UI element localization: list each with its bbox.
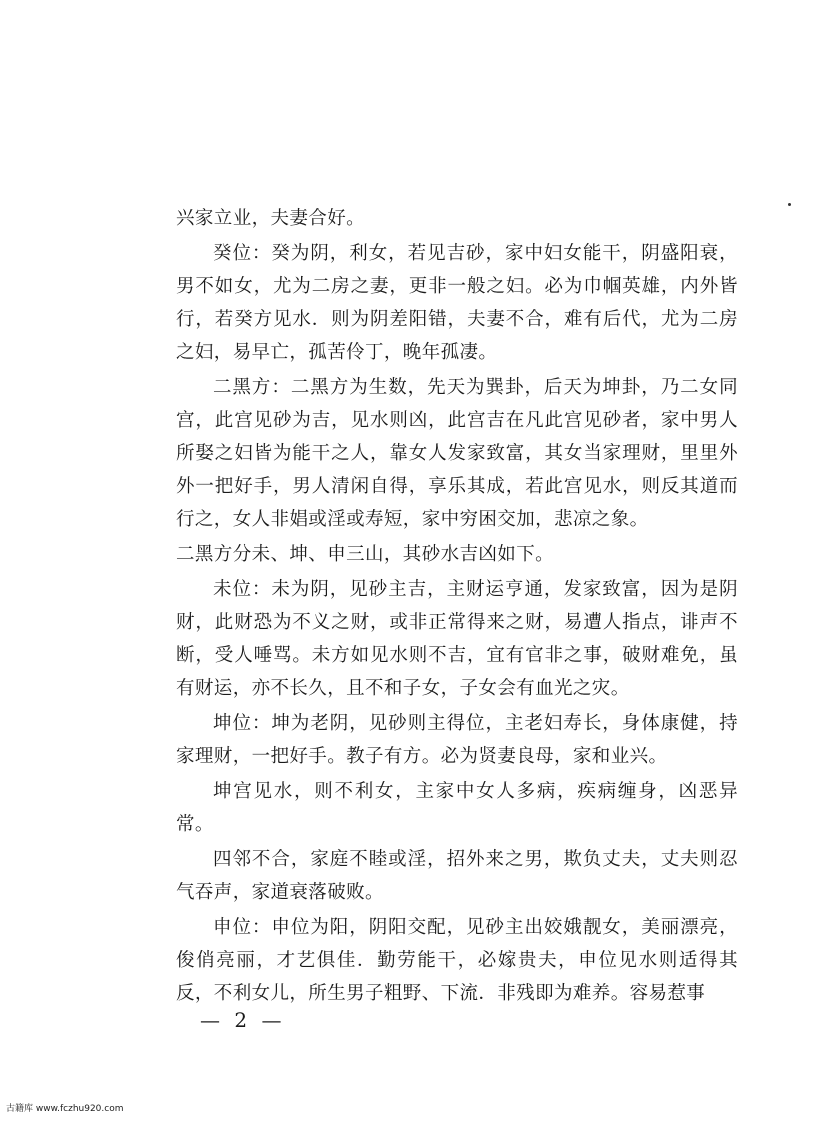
paragraph: 未位：未为阴，见砂主吉，主财运亨通，发家致富，因为是阴财，此财恐为不义之财，或非正常得来之财，易遭人指点，诽声不断，受人唾骂。未方如见水则不吉，宜有官非之事，破财难免，虽有财运，亦不长久，且不和子女，子女会有血光之灾。 [176,579,738,699]
paragraph: 二黑方分未、坤、申三山，其砂水吉凶如下。 [176,544,555,565]
paragraph: 申位：申位为阳，阴阳交配，见砂主出姣娥靓女，美丽漂亮，俊俏亮丽，才艺俱佳．勤劳能干，必嫁贵夫，申位见水则适得其反，不利女儿，所生男子粗野、下流．非残即为难养。容易惹事 [176,917,738,1004]
page-number: — 2 — [200,1008,286,1032]
paragraph: 癸位：癸为阴，利女，若见吉砂，家中妇女能干，阴盛阳衰，男不如女，尤为二房之妻，更非一般之妇。必为巾帼英雄，内外皆行，若癸方见水．则为阴差阳错，夫妻不合，难有后代，尤为二房之妇，易早亡，孤苦伶丁，晚年孤凄。 [176,243,738,363]
paragraph: 四邻不合，家庭不睦或淫，招外来之男，欺负丈夫，丈夫则忍气吞声，家道衰落破败。 [176,849,738,903]
paragraph: 坤宫见水，则不利女，主家中女人多病，疾病缠身，凶恶异常。 [176,781,738,835]
paragraph: 坤位：坤为老阴，见砂则主得位，主老妇寿长，身体康健，持家理财，一把好手。教子有方。必为贤妻良母，家和业兴。 [176,713,738,767]
scan-speck [788,203,791,206]
watermark: 古籍库 www.fczhu920.com [6,1104,124,1114]
page-body [176,202,738,1010]
paragraph: 二黑方：二黑方为生数，先天为巽卦，后天为坤卦，乃二女同宫，此宫见砂为吉，见水则凶，此宫吉在凡此宫见砂者，家中男人所娶之妇皆为能干之人，靠女人发家致富，其女当家理财，里里外外一把好手，男人清闲自得，享乐其成，若此宫见水，则反其道而行之，女人非娼或淫或寿短，家中穷困交加，悲凉之象。 [176,377,738,530]
paragraph: 兴家立业，夫妻合好。 [176,208,366,229]
